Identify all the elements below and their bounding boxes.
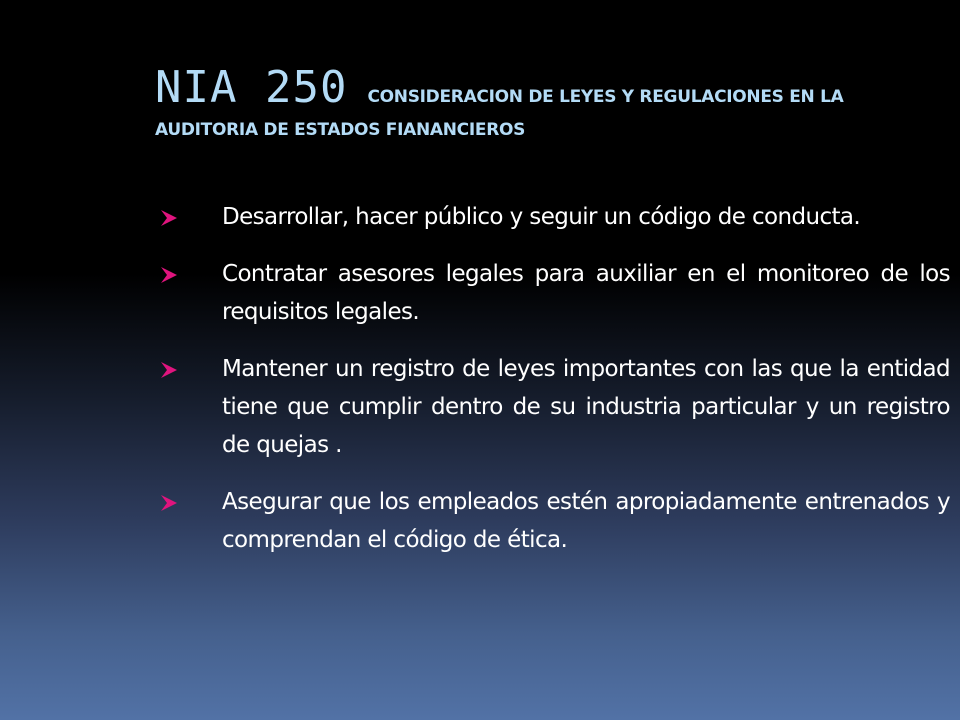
bullet-item xyxy=(160,350,950,464)
title-subtitle-line-2: AUDITORIA DE ESTADOS FIANANCIEROS xyxy=(155,120,526,140)
bullet-item xyxy=(160,483,950,559)
slide-title xyxy=(155,62,945,140)
arrowhead-bullet-icon xyxy=(160,266,178,284)
bullet-list xyxy=(160,198,950,578)
bullet-item xyxy=(160,255,950,331)
bullet-text: Asegurar que los empleados estén apropiadamente entrenados y comprendan el código de ética. xyxy=(222,489,950,553)
arrowhead-bullet-icon xyxy=(160,494,178,512)
title-main: NIA 250 xyxy=(155,62,348,113)
bullet-text: Contratar asesores legales para auxiliar en el monitoreo de los requisitos legales. xyxy=(222,261,950,325)
arrowhead-bullet-icon xyxy=(160,361,178,379)
bullet-item xyxy=(160,198,950,236)
bullet-text: Mantener un registro de leyes importantes con las que la entidad tiene que cumplir dentro de su industria particular y un registro de quejas . xyxy=(222,356,950,458)
title-subtitle-line-1: CONSIDERACION DE LEYES Y REGULACIONES EN LA xyxy=(367,87,844,107)
arrowhead-bullet-icon xyxy=(160,209,178,227)
bullet-text: Desarrollar, hacer público y seguir un código de conducta. xyxy=(222,204,861,230)
